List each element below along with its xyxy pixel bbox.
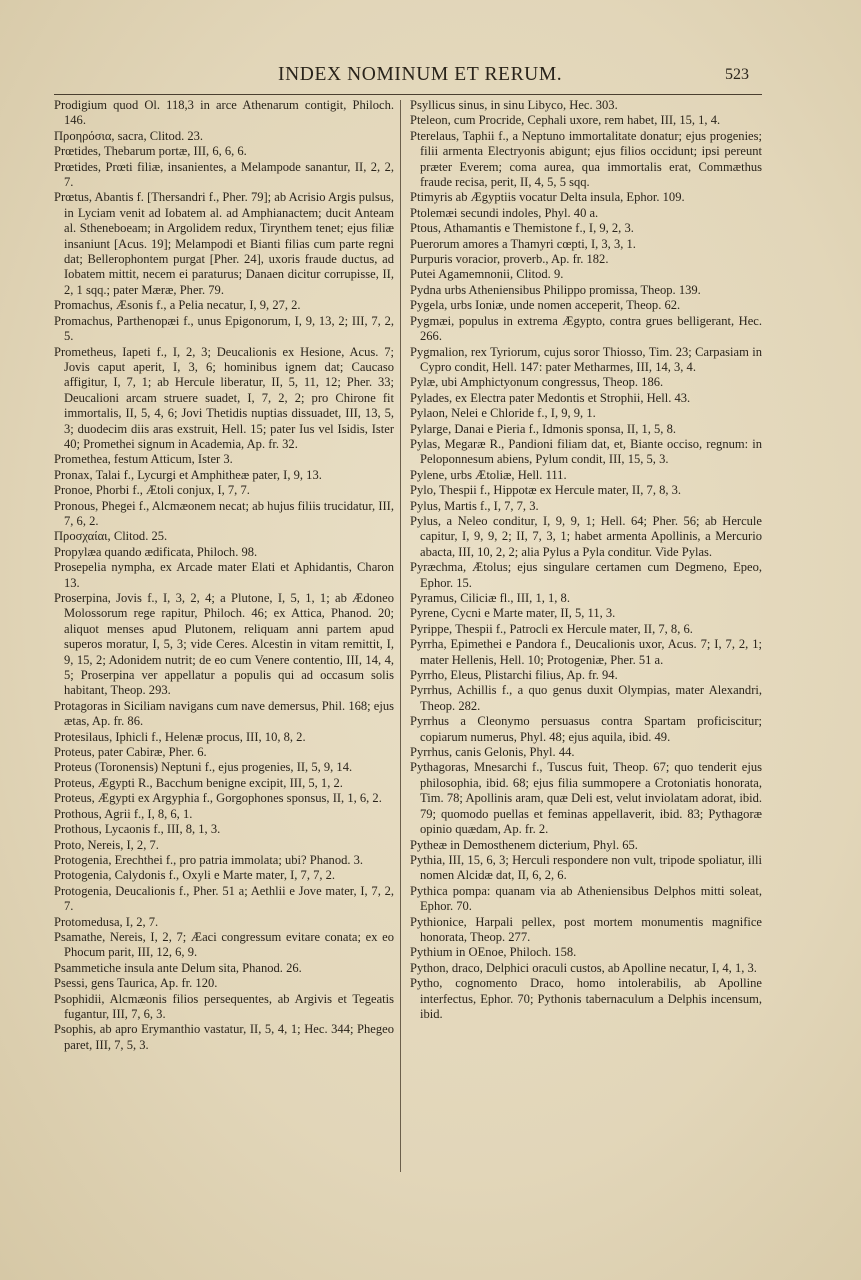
index-entry: Pylus, Martis f., I, 7, 7, 3. [410, 498, 539, 513]
index-entry: Pyrrhus, canis Gelonis, Phyl. 44. [410, 745, 575, 760]
index-entry: Pyrrho, Eleus, Plistarchi filius, Ap. fr. 94. [410, 668, 618, 683]
index-entry: Pygmalion, rex Tyriorum, cujus soror Thiosso, Tim. 23; Carpasiam in Cypro condit, Hell. 147: pater Metharmes, III, 14, 3, 4. [410, 344, 762, 374]
index-entry: Pyrippe, Thespii f., Patrocli ex Hercule mater, II, 7, 8, 6. [410, 621, 693, 636]
index-entry: Pythionice, Harpali pellex, post mortem monumentis magnifice honorata, Theop. 277. [410, 914, 762, 944]
index-entry: Pythica pompa: quanam via ab Atheniensibus Delphos mitti soleat, Ephor. 70. [410, 883, 762, 914]
index-entry: Pyræchma, Ætolus; ejus singulare certamen cum Degmeno, Epeo, Ephor. 15. [410, 560, 762, 590]
index-entry: Pyramus, Ciliciæ fl., III, 1, 1, 8. [410, 591, 570, 605]
index-entry: Psophidii, Alcmæonis filios persequentes, ab Argivis et Tegeatis fugantur, III, 7, 6, 3. [54, 991, 394, 1021]
index-entry: Pytheæ in Demosthenem dicterium, Phyl. 65. [410, 837, 638, 852]
index-entry: Putei Agamemnonii, Clitod. 9. [410, 267, 564, 282]
running-title: INDEX NOMINUM ET RERUM. [278, 64, 563, 85]
index-entry: Purpuris voracior, proverb., Ap. fr. 182. [410, 252, 609, 267]
index-entry: Prothous, Agrii f., I, 8, 6, 1. [54, 806, 193, 821]
index-entry: Pteleon, cum Procride, Cephali uxore, rem habet, III, 15, 1, 4. [410, 113, 721, 128]
index-entry: Protagoras in Siciliam navigans cum nave demersus, Phil. 168; ejus ætas, Ap. fr. 86. [54, 698, 394, 729]
index-entry: Promethea, festum Atticum, Ister 3. [54, 452, 233, 467]
column-divider [400, 100, 401, 1172]
index-entry: Pyrrha, Epimethei e Pandora f., Deucalionis uxor, Acus. 7; I, 7, 2, 1; mater Hellenis, Hell. 10; Protogeniæ, Pher. 51 a. [410, 637, 762, 667]
right-column [410, 98, 762, 1022]
index-entry: Protogenia, Calydonis f., Oxyli e Marte mater, I, 7, 7, 2. [54, 868, 336, 883]
index-entry: Proserpina, Jovis f., I, 3, 2, 4; a Plutone, I, 5, 1, 1; ab Ædoneo Molossorum rege rapitur, Philoch. 46; ex Attica, Phanod. 20; aliquot menses apud Plutonem, reliquam anni partem apud superos moratur, I, 5, 3; vide Ceres. Alcestin in vitam remittit, I, 9, 15, 2; Adonidem nutrit; de eo cum Venere contentio, III, 14, 4, 5; Proserpina ver appellatur a populis qui ad occasum solis habitant, Theop. 293. [54, 591, 394, 698]
index-entry: Prœtides, Thebarum portæ, III, 6, 6, 6. [54, 144, 247, 159]
index-entry: Psessi, gens Taurica, Ap. fr. 120. [54, 976, 218, 991]
index-entry: Pylus, a Neleo conditur, I, 9, 9, 1; Hell. 64; Pher. 56; ab Hercule capitur, I, 9, 9, 2; II, 7, 3, 1; habet armenta Apollinis, a Mercurio abacta, III, 10, 2, 2; alia Pylus a Pyla conditur. Vide Pylas. [410, 513, 762, 559]
index-entry: Protesilaus, Iphicli f., Helenæ procus, III, 10, 8, 2. [54, 729, 306, 744]
index-entry: Προηρόσια, sacra, Clitod. 23. [54, 128, 204, 143]
index-entry: Prosepelia nympha, ex Arcade mater Elati et Aphidantis, Charon 13. [54, 560, 394, 590]
index-entry: Proteus, pater Cabiræ, Pher. 6. [54, 745, 207, 760]
index-entry: Pylarge, Danai e Pieria f., Idmonis sponsa, II, 1, 5, 8. [410, 421, 676, 436]
index-entry: Pronax, Talai f., Lycurgi et Amphitheæ pater, I, 9, 13. [54, 467, 322, 482]
index-entry: Pylo, Thespii f., Hippotæ ex Hercule mater, II, 7, 8, 3. [410, 483, 682, 498]
index-entry: Pythium in OEnoe, Philoch. 158. [410, 945, 577, 960]
index-entry: Psamathe, Nereis, I, 2, 7; Æaci congressum evitare conata; ex eo Phocum parit, III, 12, 6, 9. [54, 929, 394, 960]
index-entry: Pylades, ex Electra pater Medontis et Strophii, Hell. 43. [410, 390, 691, 405]
index-entry: Pylæ, ubi Amphictyonum congressus, Theop. 186. [410, 375, 664, 390]
index-entry: Proteus (Toronensis) Neptuni f., ejus progenies, II, 5, 9, 14. [54, 760, 353, 775]
index-entry: Pylene, urbs Ætoliæ, Hell. 111. [410, 467, 567, 482]
index-entry: Proteus, Ægypti ex Argyphia f., Gorgophones sponsus, II, 1, 6, 2. [54, 791, 382, 806]
index-entry: Proteus, Ægypti R., Bacchum benigne excipit, III, 5, 1, 2. [54, 775, 343, 790]
index-entry: Pyrrhus a Cleonymo persuasus contra Spartam proficiscitur; copiarum numerus, Phyl. 48; ejus aquila, ibid. 49. [410, 714, 762, 744]
index-entry: Pronoe, Phorbi f., Ætoli conjux, I, 7, 7. [54, 483, 250, 498]
index-entry: Protogenia, Deucalionis f., Pher. 51 a; Aethlii e Jove mater, I, 7, 2, 7. [54, 883, 394, 914]
index-entry: Pydna urbs Atheniensibus Philippo promissa, Theop. 139. [410, 282, 701, 297]
index-entry: Προσχαίαι, Clitod. 25. [54, 529, 168, 544]
index-entry: Prœtides, Prœti filiæ, insanientes, a Melampode sanantur, II, 2, 2, 7. [54, 159, 394, 190]
index-entry: Protogenia, Erechthei f., pro patria immolata; ubi? Phanod. 3. [54, 852, 364, 867]
index-entry: Pyrrhus, Achillis f., a quo genus duxit Olympias, mater Alexandri, Theop. 282. [410, 683, 762, 713]
index-entry: Pygela, urbs Ioniæ, unde nomen acceperit, Theop. 62. [410, 298, 681, 313]
index-entry: Pytho, cognomento Draco, homo intolerabilis, ab Apolline interfectus, Ephor. 70; Pythonis tabernaculum a Delphis incensum, ibid. [410, 976, 762, 1021]
index-entry: Prœtus, Abantis f. [Thersandri f., Pher. 79]; ab Acrisio Argis pulsus, in Lyciam venit ad Iobatem al. ad Amphianactem; ducit Anteam al. Stheneboeam; in Argolidem redux, Tirynthem tenet; ejus filiæ insaniunt [Acus. 19]; Melampodi et Bianti filias cum parte regni dat; Bellerophontem purgat [Pher. 24], uxoris fraude ductus, ad Iobatem mittit, necem ei paraturus; Danaen dicitur corrupisse, II, 2, 1 sqq.; pater Mæræ, Pher. 79. [54, 190, 394, 297]
index-entry: Puerorum amores a Thamyri cœpti, I, 3, 3, 1. [410, 236, 636, 251]
index-entry: Ptimyris ab Ægyptiis vocatur Delta insula, Ephor. 109. [410, 190, 685, 205]
header-rule [54, 94, 762, 95]
index-entry: Prometheus, Iapeti f., I, 2, 3; Deucalionis ex Hesione, Acus. 7; Jovis caput aperit, I, 3, 6; hominibus ignem dat; Caucaso affigitur, I, 7, 1; ab Hercule liberatur, II, 5, 11, 12; Pher. 33; Deucalioni arcam struere suadet, I, 7, 2, 2; pro Chirone fit immortalis, II, 5, 4, 6; Jovi Thetidis nuptias dissuadet, III, 13, 5, 3; duodecim diis aras exstruit, Hell. 15; pater Ius vel Isidis, Ister 40; Promethei signum in Academia, Ap. fr. 32. [54, 344, 394, 451]
index-entry: Propylæa quando ædificata, Philoch. 98. [54, 544, 258, 559]
index-entry: Pygmæi, populus in extrema Ægypto, contra grues belligerant, Hec. 266. [410, 313, 762, 344]
index-entry: Protomedusa, I, 2, 7. [54, 914, 159, 929]
index-entry: Prothous, Lycaonis f., III, 8, 1, 3. [54, 822, 221, 837]
index-entry: Psyllicus sinus, in sinu Libyco, Hec. 303. [410, 98, 618, 112]
left-column [54, 98, 394, 1053]
index-entry: Psammetiche insula ante Delum sita, Phanod. 26. [54, 960, 302, 975]
index-entry: Pythia, III, 15, 6, 3; Herculi respondere non vult, tripode spoliatur, illi nomen Alcidæ dat, II, 6, 2, 6. [410, 852, 762, 883]
index-entry: Pythagoras, Mnesarchi f., Tuscus fuit, Theop. 67; quo tenderit ejus philosophia, ibid. 68; ejus filia summopere a Crotoniatis honorata, Tim. 78; Apollinis aram, quæ Deli est, velut inviolatam adorat, ibid. 79; quomodo puellas et feminas appellaverit, ibid. 83; Pythagoræ opinio quædam, Ap. fr. 2. [410, 760, 762, 837]
index-entry: Prodigium quod Ol. 118,3 in arce Athenarum contigit, Philoch. 146. [54, 98, 394, 128]
page-number: 523 [725, 66, 749, 83]
index-entry: Ptous, Athamantis e Themistone f., I, 9, 2, 3. [410, 221, 634, 236]
index-entry: Pylas, Megaræ R., Pandioni filiam dat, et, Biante occiso, regnum: in Peloponnesum abiens, Pylum condit, III, 15, 5, 3. [410, 436, 762, 467]
index-entry: Pterelaus, Taphii f., a Neptuno immortalitate donatur; ejus progenies; filii armenta Electryonis abigunt; ejus filios occidunt; ipsi pereunt præter Everem; coma aurea, qua immortalis erat, Commæthus fraude recisa, perit, II, 4, 5, 5 sqq. [410, 128, 762, 190]
index-entry: Promachus, Æsonis f., a Pelia necatur, I, 9, 27, 2. [54, 298, 301, 313]
index-entry: Promachus, Parthenopæi f., unus Epigonorum, I, 9, 13, 2; III, 7, 2, 5. [54, 313, 394, 344]
index-entry: Ptolemæi secundi indoles, Phyl. 40 a. [410, 205, 599, 220]
index-entry: Psophis, ab apro Erymanthio vastatur, II, 5, 4, 1; Hec. 344; Phegeo paret, III, 7, 5, 3. [54, 1022, 394, 1052]
index-entry: Pylaon, Nelei e Chloride f., I, 9, 9, 1. [410, 406, 596, 421]
index-entry: Proto, Nereis, I, 2, 7. [54, 837, 159, 852]
index-entry: Pronous, Phegei f., Alcmæonem necat; ab hujus filiis trucidatur, III, 7, 6, 2. [54, 498, 394, 528]
page-header [0, 62, 861, 92]
index-entry: Pyrene, Cycni e Marte mater, II, 5, 11, 3. [410, 606, 616, 621]
index-entry: Python, draco, Delphici oraculi custos, ab Apolline necatur, I, 4, 1, 3. [410, 960, 757, 975]
